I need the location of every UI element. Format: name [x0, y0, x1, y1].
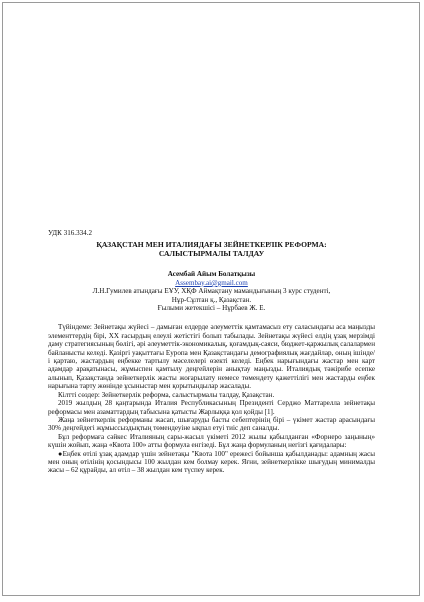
body-paragraph-2: Жаңа зейнеткерлік реформаны жасап, шығаруды басты себептерінің бірі – үкімет жастар арасындағы 30% деңгейдегі жұмыссыздықтың төмендеуіне ықпал етуі тиіс деп саналды.: [48, 415, 375, 433]
body-paragraph-1: 2019 жылдың 28 қаңтарында Италия Республикасының Президенті Серджо Маттарелла зейнетақы реформасы мен азаматтардың табысына қатысты Жарлыққа қол қойды [1].: [48, 399, 375, 416]
keywords: Кілтті сөздер: Зейнеткерлік реформа, салыстырмалы талдау, Қазақстан.: [58, 390, 275, 399]
email-link[interactable]: Assembay.ai@gmail.com: [175, 278, 248, 287]
paper-content: [48, 229, 375, 475]
title-line-1: ҚАЗАҚСТАН МЕН ИТАЛИЯДАҒЫ ЗЕЙНЕТКЕРЛІК РЕФОРМА:: [96, 240, 327, 250]
document-page: [2, 2, 420, 596]
bullet-item: ●Еңбек өтілі ұзақ адамдар үшін зейнетақы "Квота 100" ережесі бойынша қабылданады: адамның жасы мен оның өтілінің қосындысы 100 жылдан кем болмау керек. Яғни, зейнеткерлікке шығудың минималды жасы – 62 құрайды, ал өтіл – 38 жылдан кем түспеу керек.: [48, 449, 375, 475]
author-name: Асембай Айым Болатқызы: [167, 270, 256, 279]
title-line-2: САЛЫСТЫРМАЛЫ ТАЛДАУ: [158, 249, 265, 259]
author-location: Нұр-Сұлтан қ., Қазақстан.: [171, 295, 252, 304]
udk-code: УДК 316.334.2: [48, 229, 93, 237]
paper-title: [48, 240, 375, 258]
body-paragraph-3: Бұл реформаға сәйкес Италияның сары-жасыл үкіметі 2012 жылы қабылданған «Форнеро заңының» күшін жойып, жаңа «Квота 100» атты формула енгізеді. Бұл жаңа формуланың негізгі қағидалары:: [48, 432, 375, 450]
author-email[interactable]: [48, 279, 375, 287]
supervisor: Ғылыми жетекшісі – Нұрбаев Ж. Е.: [157, 304, 266, 313]
abstract: Түйіндеме: Зейнетақы жүйесі – дамыған елдерде әлеуметтік қамтамасыз ету саласындағы аса маңызды элементтердің бірі, XX ғасырдың елеулі жетістігі болып табылады. Зейнетақы жүйесі елдің ұзақ мерзімді даму стратегиясының бөлігі, әрі әлеуметтік-экономикалық, қоғамдық-саяси, бюджет-қаржылық салалармен байланысты келеді. Қазіргі уақыттағы Еуропа мен Қазақстандағы демографиялық жағдайлар, оның ішінде/і қартаю, жастардың еңбекке тартылу мәселелері өзекті келеді. Еңбек нарығындағы жастар мен карт адамдар арақатынасы, жұмыспен қамтылу деңгейлерін анықтау маңызды. Италиядық тәжірибе есепке алынып, Қазақстанда зейнеткерлік жасты жоғарылату немесе төмендету қажеттілігі мен жастарды еңбек нарығына тарту жөнінде ұсыныстар мен қорытындылар жасалады.: [48, 323, 375, 391]
author-affiliation: Л.Н.Гумилев атындағы ЕҰУ, ХҚФ Аймақтану мамандығының 3 курс студенті,: [92, 287, 331, 296]
